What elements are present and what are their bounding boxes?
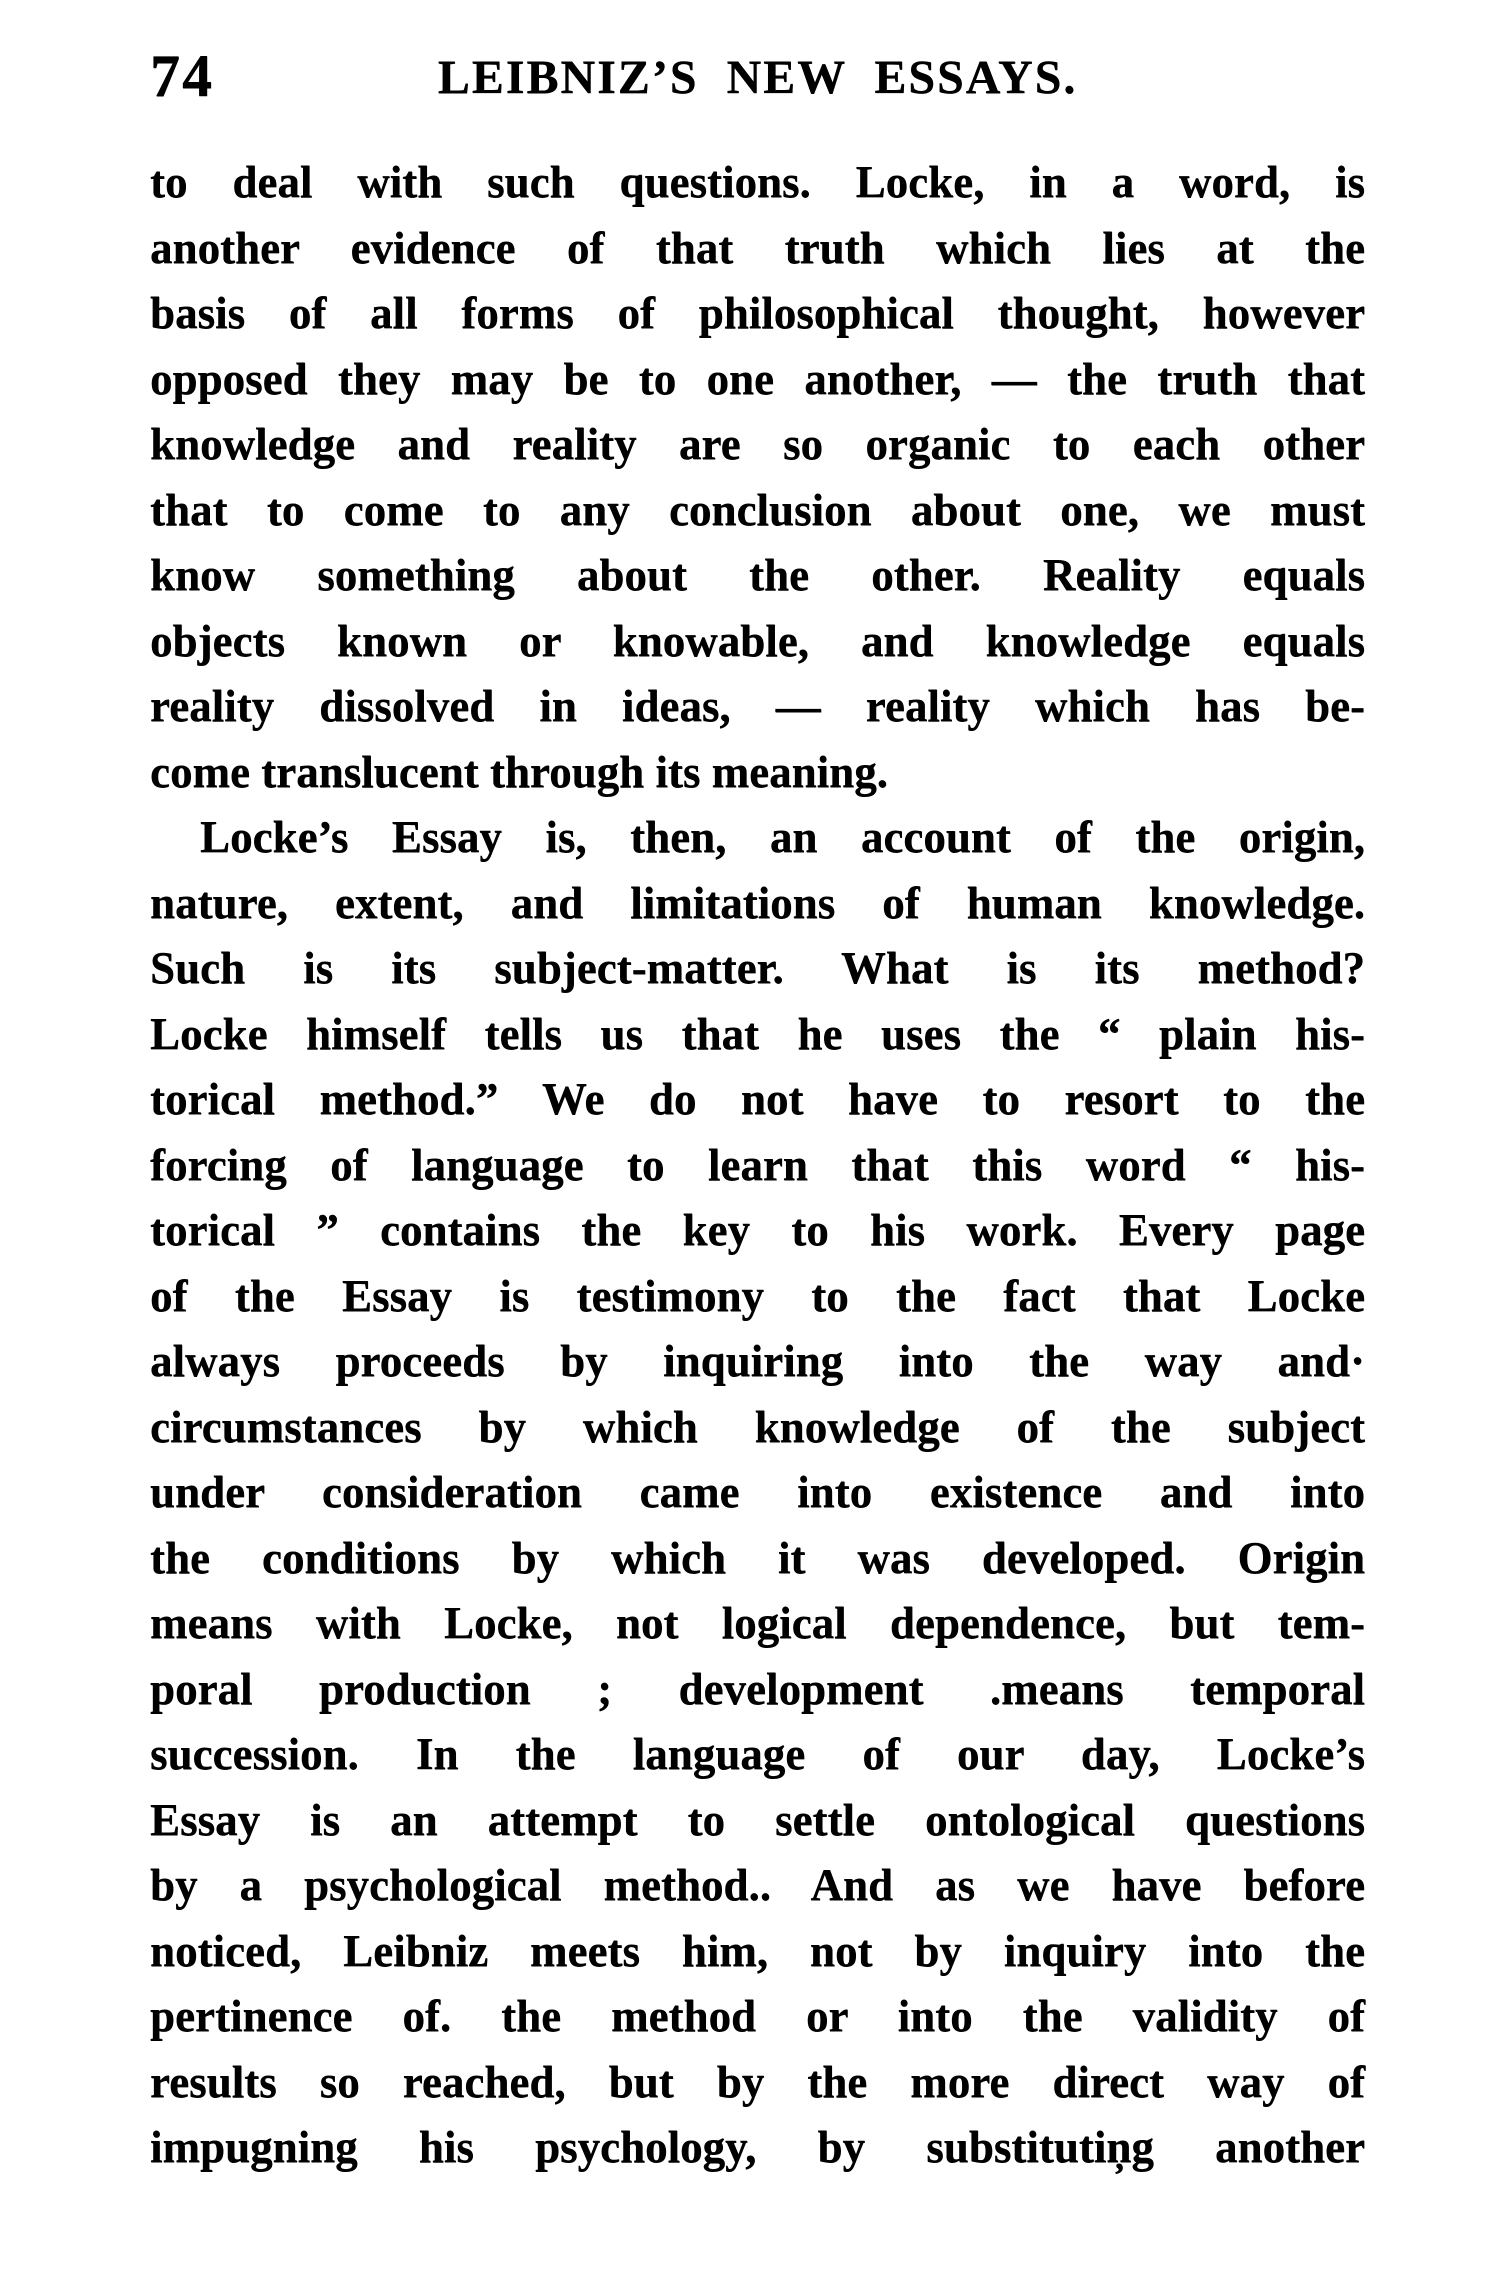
text-line: that to come to any conclusion about one, we must [150,484,1365,535]
text-line: basis of all forms of philosophical thought, however [150,288,1365,338]
text-line: to deal with such questions. Locke, in a word, is [150,157,1365,207]
text-line: noticed, Leibniz meets him, not by inquiry into the [150,1925,1365,1976]
text-line: means with Locke, not logical dependence, but tem- [150,1598,1365,1648]
page-number: 74 [150,43,214,109]
text-line: impugning his psychology, by substitutiņg another [150,2122,1365,2172]
text-line: always proceeds by inquiring into the way and· [150,1336,1365,1386]
text-line: objects known or knowable, and knowledge equals [150,615,1365,666]
text-line: reality dissolved in ideas, — reality which has be- [150,681,1365,731]
text-line: results so reached, but by the more direct way of [150,2056,1365,2107]
text-line: opposed they may be to one another, — the truth that [150,353,1365,404]
text-line: know something about the other. Reality equals [150,550,1365,600]
text-line: poral production ; development .means temporal [150,1663,1365,1714]
text-line: Such is its subject-matter. What is its method? [150,943,1365,993]
text-line: pertinence of. the method or into the validity of [150,1991,1365,2041]
running-title: LEIBNIZ’S NEW ESSAYS. [437,51,1078,104]
text-line: knowledge and reality are so organic to each other [150,419,1365,469]
text-line: under consideration came into existence and into [150,1467,1365,1517]
text-line: nature, extent, and limitations of human knowledge. [150,877,1365,928]
page-body [150,150,1365,2181]
text-line: circumstances by which knowledge of the subject [150,1401,1365,1452]
text-line: forcing of language to learn that this word “ his- [150,1139,1365,1190]
text-line: by a psychological method.. And as we have before [150,1860,1365,1910]
text-line: torical method.” We do not have to resort to the [150,1074,1365,1124]
text-line: come translucent through its meaning. [150,746,888,797]
text-line: torical ” contains the key to his work. Every page [150,1205,1365,1255]
text-line: Locke’s Essay is, then, an account of the origin, [200,812,1365,862]
text-line: succession. In the language of our day, Locke’s [150,1729,1365,1779]
text-line: the conditions by which it was developed. Origin [150,1532,1365,1583]
text-line: of the Essay is testimony to the fact that Locke [150,1270,1365,1321]
text-line: Locke himself tells us that he uses the “ plain his- [150,1008,1365,1059]
text-line: Essay is an attempt to settle ontological questions [150,1794,1365,1845]
text-line: another evidence of that truth which lies at the [150,222,1365,273]
